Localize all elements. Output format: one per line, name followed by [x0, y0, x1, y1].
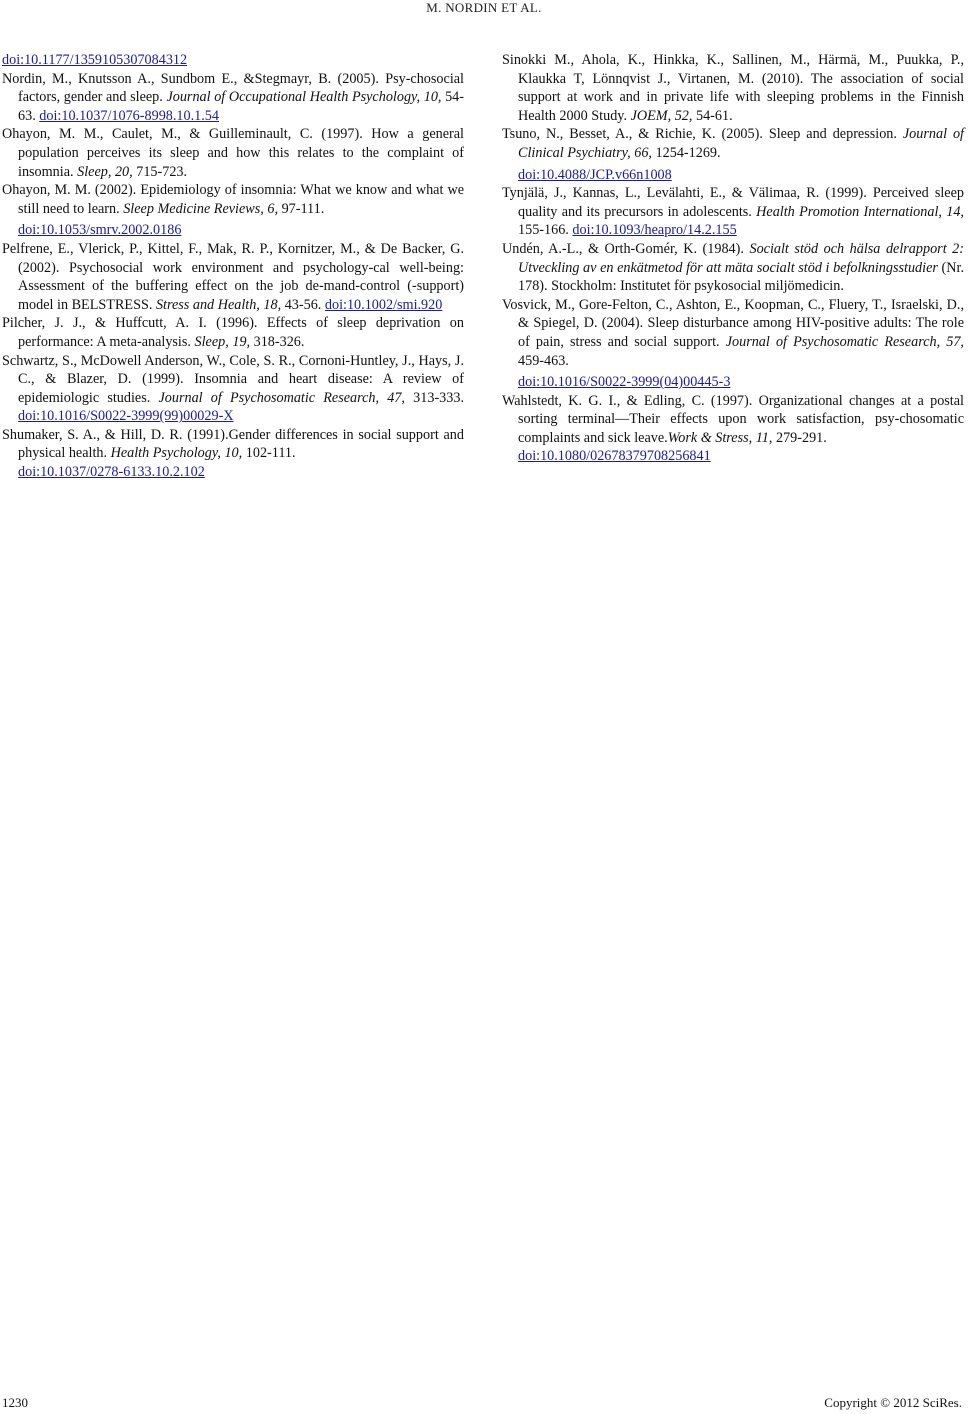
reference-entry [2, 125, 464, 181]
reference-journal: Sleep, 19, [194, 333, 251, 350]
reference-pages: 1254-1269. [651, 144, 721, 161]
page-number: 1230 [2, 1395, 28, 1410]
reference-entry [2, 314, 464, 351]
reference-entry [502, 51, 964, 125]
doi-link[interactable]: doi:10.1016/S0022-3999(99)00029-X [18, 408, 234, 425]
reference-entry [2, 352, 464, 426]
reference-journal: Health Psychology, 10, [110, 445, 243, 462]
reference-entry [2, 70, 464, 126]
reference-journal: Sleep, 20, [77, 163, 133, 180]
references-column-left [2, 51, 464, 482]
running-header: M. NORDIN ET AL. [426, 0, 542, 15]
reference-entry [2, 240, 464, 314]
doi-link[interactable]: doi:10.1002/smi.920 [324, 296, 443, 313]
reference-pages: 102-111. [242, 445, 296, 462]
doi-link[interactable]: doi:10.1080/02678379708256841 [518, 448, 711, 465]
reference-text: Shumaker, S. A., & Hill, D. R. (1991).Gender differences in social support and physical health. [2, 426, 464, 462]
reference-journal: Journal of Psychosomatic Research, 57, [725, 333, 964, 350]
reference-entry [2, 426, 464, 482]
doi-link[interactable]: doi:10.1093/heapro/14.2.155 [572, 222, 737, 239]
copyright-notice: Copyright © 2012 SciRes. [824, 1395, 962, 1410]
reference-pages: 459-463. [518, 352, 569, 369]
reference-entry [502, 125, 964, 184]
doi-link[interactable]: doi:10.1053/smrv.2002.0186 [18, 222, 182, 239]
reference-pages: 318-326. [250, 333, 305, 350]
reference-pages: 155-166. [518, 222, 573, 239]
reference-pages: 313-333. [404, 389, 464, 406]
reference-text: Nordin, M., Knutsson A., Sundbom E., &Stegmayr, B. (2005). Psy-chosocial factors, gender and sleep. [2, 70, 464, 106]
reference-entry [502, 392, 964, 466]
reference-continuation [2, 51, 464, 70]
reference-journal: Journal of Psychosomatic Research, 47, [158, 389, 405, 406]
reference-journal: Journal of Clinical Psychiatry, 66, [518, 126, 964, 161]
doi-link[interactable]: doi:10.1016/S0022-3999(04)00445-3 [518, 374, 731, 391]
reference-pages: 97-111. [278, 200, 325, 217]
reference-journal: Stress and Health, 18, [155, 296, 282, 313]
reference-entry [502, 240, 964, 296]
reference-entry [2, 181, 464, 240]
reference-journal: Sleep Medicine Reviews, 6, [123, 200, 279, 217]
reference-text: Vosvick, M., Gore-Felton, C., Ashton, E., Koopman, C., Fluery, T., Israelski, D., & Spiegel, D. (2004). Sleep disturbance among HIV-positive adults: The role of pain, stress and social support. [502, 296, 964, 350]
reference-entry [502, 296, 964, 392]
reference-entry [502, 184, 964, 240]
references-column-right [502, 51, 964, 466]
reference-pages: 715-723. [132, 163, 188, 180]
reference-text: Wahlstedt, K. G. I., & Edling, C. (1997). Organizational changes at a postal sorting terminal—Their effects upon work satisfaction, psy-chosomatic complaints and sick leave. [502, 392, 964, 446]
doi-link[interactable]: doi:10.1177/1359105307084312 [2, 52, 188, 68]
reference-pages: 279-291. [772, 429, 827, 446]
reference-journal: Socialt stöd och hälsa delrapport 2: Utveckling av en enkätmetod för att mäta socialt stöd i befolkningsstudier [518, 240, 965, 276]
reference-text: Sinokki M., Ahola, K., Hinkka, K., Sallinen, M., Härmä, M., Puukka, P., Klaukka T, Lönnqvist J., Virtanen, M. (2010). The association of social support at work and in private life with sleeping problems in the Finnish Health 2000 Study. [502, 52, 964, 124]
reference-text: Tsuno, N., Besset, A., & Richie, K. (2005). Sleep and depression. [502, 126, 903, 143]
reference-text: Ohayon, M. M., Caulet, M., & Guilleminault, C. (1997). How a general population perceives its sleep and how this relates to the complaint of insomnia. [2, 126, 464, 180]
reference-pages: 43-56. [281, 296, 325, 313]
reference-text: Ohayon, M. M. (2002). Epidemiology of insomnia: What we know and what we still need to learn. [2, 182, 464, 217]
reference-journal: Journal of Occupational Health Psychology, 10, [166, 89, 442, 106]
reference-pages: 54-63. [18, 89, 465, 124]
reference-journal: JOEM, 52, [630, 107, 693, 124]
reference-journal: Work & Stress, 11, [667, 429, 773, 446]
reference-journal: Health Promotion International, 14, [756, 203, 964, 220]
reference-pages: (Nr. 178). Stockholm: Institutet för psykosocial miljömedicin. [518, 259, 964, 295]
doi-link[interactable]: doi:10.4088/JCP.v66n1008 [518, 166, 672, 183]
reference-pages: 54-61. [692, 107, 733, 124]
doi-link[interactable]: doi:10.1037/1076-8998.10.1.54 [39, 107, 219, 124]
reference-text: Undén, A.-L., & Orth-Gomér, K. (1984). [502, 240, 750, 257]
doi-link[interactable]: doi:10.1037/0278-6133.10.2.102 [18, 464, 205, 481]
reference-text: Schwartz, S., McDowell Anderson, W., Cole, S. R., Cornoni-Huntley, J., Hays, J. C., & Blazer, D. (1999). Insomnia and heart disease: A review of epidemiologic studies. [2, 352, 464, 406]
reference-text: Pilcher, J. J., & Huffcutt, A. I. (1996). Effects of sleep deprivation on performance: A meta-analysis. [2, 315, 464, 350]
reference-text: Tynjälä, J., Kannas, L., Levälahti, E., & Välimaa, R. (1999). Perceived sleep quality and its precursors in adolescents. [502, 185, 964, 220]
reference-text: Pelfrene, E., Vlerick, P., Kittel, F., Mak, R. P., Kornitzer, M., & De Backer, G. (2002). Psychosocial work environment and psychology-cal well-being: Assessment of the buffering effect on the job de-mand-control (-support) model in BELSTRESS. [2, 240, 464, 313]
